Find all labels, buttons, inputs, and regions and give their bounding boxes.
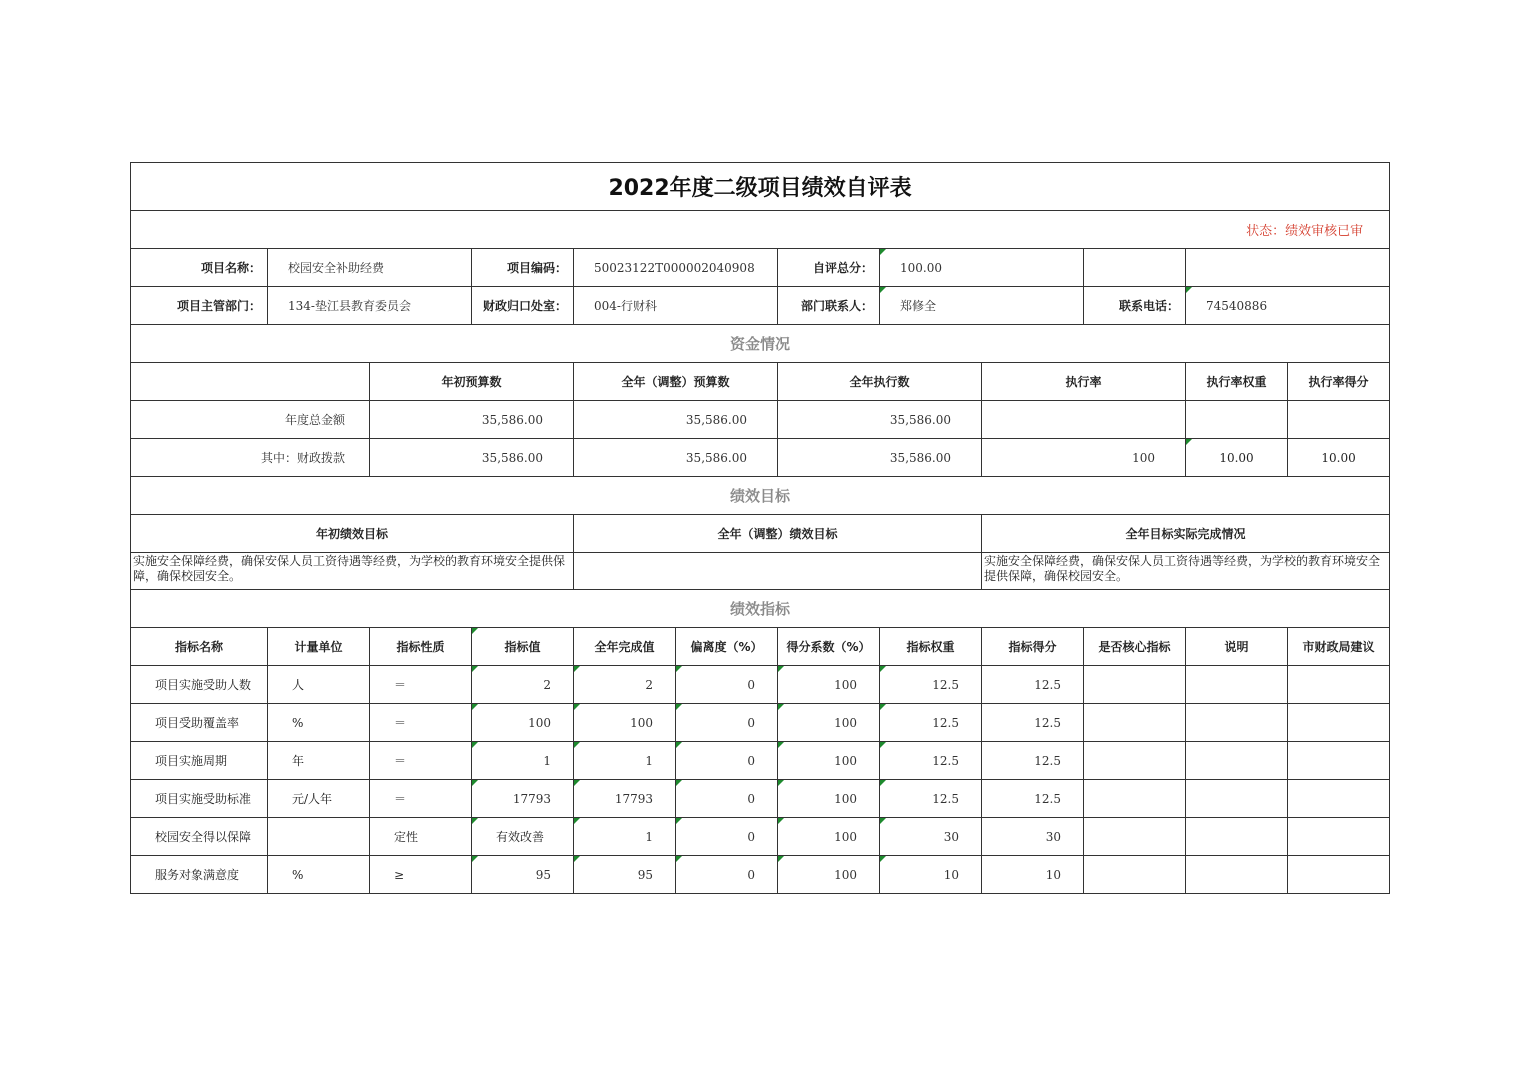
ind-note — [1186, 742, 1288, 780]
ind-unit — [268, 818, 370, 856]
funds-adjusted: 35,586.00 — [574, 401, 778, 439]
ind-score: 30 — [982, 818, 1084, 856]
funds-initial: 35,586.00 — [370, 401, 574, 439]
ind-coefficient: 100 — [778, 818, 880, 856]
ind-score: 12.5 — [982, 780, 1084, 818]
table-row — [131, 439, 1390, 477]
contact-label: 部门联系人： — [778, 287, 880, 325]
table-row — [131, 818, 1390, 856]
ind-weight: 30 — [880, 818, 982, 856]
funds-weight: 10.00 — [1186, 439, 1288, 477]
ind-header-unit: 计量单位 — [268, 628, 370, 666]
ind-header-name: 指标名称 — [131, 628, 268, 666]
ind-suggestion — [1288, 704, 1390, 742]
funds-row-label: 年度总金额 — [131, 401, 370, 439]
indicators-header-row — [131, 628, 1390, 666]
ind-unit: % — [268, 704, 370, 742]
ind-name: 项目实施受助标准 — [131, 780, 268, 818]
ind-actual: 95 — [574, 856, 676, 894]
ind-actual: 2 — [574, 666, 676, 704]
ind-header-actual: 全年完成值 — [574, 628, 676, 666]
ind-nature: ＝ — [370, 780, 472, 818]
ind-coefficient: 100 — [778, 704, 880, 742]
ind-coefficient: 100 — [778, 856, 880, 894]
funds-score — [1288, 401, 1390, 439]
ind-core — [1084, 742, 1186, 780]
project-code-value: 50023122T000002040908 — [574, 249, 778, 287]
funds-header-adjusted: 全年（调整）预算数 — [574, 363, 778, 401]
ind-actual: 1 — [574, 742, 676, 780]
ind-suggestion — [1288, 856, 1390, 894]
ind-unit: 人 — [268, 666, 370, 704]
goals-header-adjusted: 全年（调整）绩效目标 — [574, 515, 982, 553]
ind-nature: 定性 — [370, 818, 472, 856]
project-name-value: 校园安全补助经费 — [268, 249, 472, 287]
table-row — [131, 401, 1390, 439]
ind-suggestion — [1288, 742, 1390, 780]
ind-weight: 10 — [880, 856, 982, 894]
funds-executed: 35,586.00 — [778, 439, 982, 477]
phone-value: 74540886 — [1186, 287, 1390, 325]
table-row — [131, 780, 1390, 818]
ind-header-coefficient: 得分系数（%） — [778, 628, 880, 666]
ind-deviation: 0 — [676, 666, 778, 704]
funds-header-initial: 年初预算数 — [370, 363, 574, 401]
indicators-section-title: 绩效指标 — [131, 590, 1390, 628]
contact-value: 郑修全 — [880, 287, 1084, 325]
empty-cell — [131, 363, 370, 401]
ind-actual: 1 — [574, 818, 676, 856]
ind-suggestion — [1288, 666, 1390, 704]
funds-executed: 35,586.00 — [778, 401, 982, 439]
ind-weight: 12.5 — [880, 704, 982, 742]
goal-adjusted-text — [574, 553, 982, 590]
ind-note — [1186, 666, 1288, 704]
ind-core — [1084, 856, 1186, 894]
self-score-value: 100.00 — [880, 249, 1084, 287]
funds-section-title: 资金情况 — [131, 325, 1390, 363]
self-score-label: 自评总分： — [778, 249, 880, 287]
phone-label: 联系电话： — [1084, 287, 1186, 325]
dept-value: 134-垫江县教育委员会 — [268, 287, 472, 325]
funds-adjusted: 35,586.00 — [574, 439, 778, 477]
ind-coefficient: 100 — [778, 780, 880, 818]
empty-cell — [1186, 249, 1390, 287]
evaluation-table — [130, 162, 1390, 894]
ind-actual: 17793 — [574, 780, 676, 818]
table-row — [131, 742, 1390, 780]
ind-weight: 12.5 — [880, 666, 982, 704]
ind-unit: 年 — [268, 742, 370, 780]
evaluation-sheet — [130, 162, 1389, 894]
ind-target: 1 — [472, 742, 574, 780]
finance-value: 004-行财科 — [574, 287, 778, 325]
ind-target: 2 — [472, 666, 574, 704]
ind-note — [1186, 856, 1288, 894]
ind-core — [1084, 666, 1186, 704]
ind-header-target: 指标值 — [472, 628, 574, 666]
goal-initial-text: 实施安全保障经费，确保安保人员工资待遇等经费，为学校的教育环境安全提供保障，确保校园安全。 — [131, 553, 574, 590]
funds-rate: 100 — [982, 439, 1186, 477]
ind-deviation: 0 — [676, 818, 778, 856]
ind-header-note: 说明 — [1186, 628, 1288, 666]
ind-unit: % — [268, 856, 370, 894]
ind-name: 服务对象满意度 — [131, 856, 268, 894]
project-name-label: 项目名称： — [131, 249, 268, 287]
dept-label: 项目主管部门： — [131, 287, 268, 325]
ind-core — [1084, 780, 1186, 818]
ind-actual: 100 — [574, 704, 676, 742]
ind-score: 12.5 — [982, 742, 1084, 780]
goals-header-actual: 全年目标实际完成情况 — [982, 515, 1390, 553]
funds-header-weight: 执行率权重 — [1186, 363, 1288, 401]
funds-initial: 35,586.00 — [370, 439, 574, 477]
ind-score: 10 — [982, 856, 1084, 894]
ind-core — [1084, 704, 1186, 742]
funds-header-rate: 执行率 — [982, 363, 1186, 401]
ind-note — [1186, 704, 1288, 742]
ind-deviation: 0 — [676, 856, 778, 894]
ind-header-weight: 指标权重 — [880, 628, 982, 666]
ind-header-deviation: 偏离度（%） — [676, 628, 778, 666]
table-row — [131, 856, 1390, 894]
status-badge: 状态：绩效审核已审 — [131, 211, 1390, 249]
funds-row-label: 其中：财政拨款 — [131, 439, 370, 477]
funds-weight — [1186, 401, 1288, 439]
ind-nature: ≥ — [370, 856, 472, 894]
ind-weight: 12.5 — [880, 780, 982, 818]
ind-nature: ＝ — [370, 704, 472, 742]
ind-unit: 元/人年 — [268, 780, 370, 818]
ind-nature: ＝ — [370, 666, 472, 704]
ind-score: 12.5 — [982, 704, 1084, 742]
ind-coefficient: 100 — [778, 742, 880, 780]
project-code-label: 项目编码： — [472, 249, 574, 287]
table-row — [131, 704, 1390, 742]
ind-name: 校园安全得以保障 — [131, 818, 268, 856]
funds-score: 10.00 — [1288, 439, 1390, 477]
funds-rate — [982, 401, 1186, 439]
ind-note — [1186, 818, 1288, 856]
finance-label: 财政归口处室： — [472, 287, 574, 325]
ind-suggestion — [1288, 818, 1390, 856]
goals-section-title: 绩效目标 — [131, 477, 1390, 515]
ind-name: 项目实施受助人数 — [131, 666, 268, 704]
empty-cell — [1084, 249, 1186, 287]
ind-note — [1186, 780, 1288, 818]
ind-deviation: 0 — [676, 742, 778, 780]
ind-coefficient: 100 — [778, 666, 880, 704]
ind-name: 项目实施周期 — [131, 742, 268, 780]
ind-target: 有效改善 — [472, 818, 574, 856]
ind-target: 17793 — [472, 780, 574, 818]
ind-target: 95 — [472, 856, 574, 894]
ind-core — [1084, 818, 1186, 856]
funds-header-executed: 全年执行数 — [778, 363, 982, 401]
goals-header-initial: 年初绩效目标 — [131, 515, 574, 553]
ind-name: 项目受助覆盖率 — [131, 704, 268, 742]
ind-header-score: 指标得分 — [982, 628, 1084, 666]
ind-header-suggestion: 市财政局建议 — [1288, 628, 1390, 666]
ind-header-nature: 指标性质 — [370, 628, 472, 666]
ind-target: 100 — [472, 704, 574, 742]
ind-weight: 12.5 — [880, 742, 982, 780]
ind-header-core: 是否核心指标 — [1084, 628, 1186, 666]
page-title: 2022年度二级项目绩效自评表 — [131, 163, 1390, 211]
ind-deviation: 0 — [676, 780, 778, 818]
ind-nature: ＝ — [370, 742, 472, 780]
funds-header-score: 执行率得分 — [1288, 363, 1390, 401]
ind-suggestion — [1288, 780, 1390, 818]
goal-actual-text: 实施安全保障经费，确保安保人员工资待遇等经费，为学校的教育环境安全提供保障，确保校园安全。 — [982, 553, 1390, 590]
ind-score: 12.5 — [982, 666, 1084, 704]
ind-deviation: 0 — [676, 704, 778, 742]
table-row — [131, 666, 1390, 704]
